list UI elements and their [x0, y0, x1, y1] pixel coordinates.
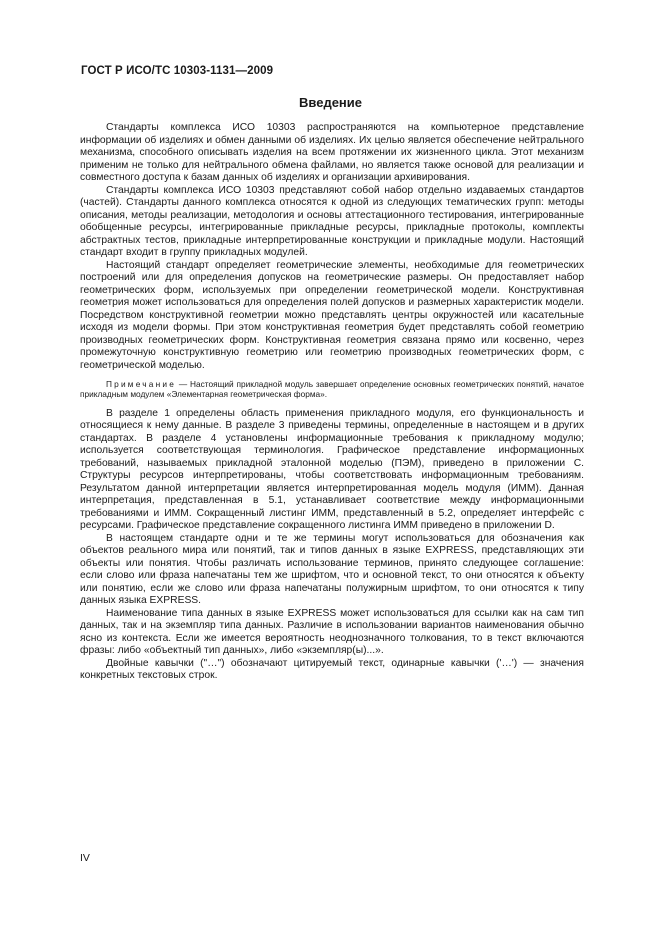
note	[80, 379, 584, 400]
page-number: IV	[80, 852, 90, 864]
section-title: Введение	[299, 95, 362, 110]
paragraph: Стандарты комплекса ИСО 10303 распространяются на компьютерное представление информации об изделиях и обмен данными об изделиях. Их целью является обеспечение нейтрального механизма, способного описывать изделия на всем протяжении их жизненного цикла. Этот механизм применим не только для нейтрального обмена файлами, но является также основой для реализации и совместного доступа к базам данных об изделиях и организации архивирования.	[80, 122, 584, 183]
note-label: Примечание	[106, 379, 177, 389]
paragraph: Двойные кавычки ("…") обозначают цитируемый текст, одинарные кавычки ('…') — значения конкретных текстовых строк.	[80, 657, 584, 682]
paragraph: В настоящем стандарте одни и те же термины могут использоваться для обозначения как объектов реального мира или понятий, так и типов данных в языке EXPRESS, представляющих эти объекты или понятия. Чтобы различать использование терминов, принято следующее соглашение: если слово или фраза напечатаны тем же шрифтом, что и основной текст, то они относятся к объекту или понятию, если же слово или фраза напечатаны полужирным шрифтом, то они относятся к типу данных языка EXPRESS.	[80, 532, 584, 607]
note-text: — Настоящий прикладной модуль завершает определение основных геометрических понятий, начатое прикладным модулем «Элементарная геометрическая форма».	[80, 379, 584, 400]
paragraph: Стандарты комплекса ИСО 10303 представляют собой набор отдельно издаваемых стандартов (частей). Стандарты данного комплекса относятся к одной из следующих тематических групп: методы описания, методы реализации, методология и основы аттестационного тестирования, интегрированные обобщенные ресурсы, интегрированные прикладные ресурсы, прикладные протоколы, комплекты абстрактных тестов, прикладные интерпретированные конструкции и прикладные модули. Настоящий стандарт входит в группу прикладных модулей.	[80, 184, 584, 258]
document-body	[80, 122, 584, 683]
paragraph: Настоящий стандарт определяет геометрические элементы, необходимые для геометрических построений или для определения допусков на геометрические размеры. Он предоставляет набор геометрических форм, используемых при определении геометрической модели. Конструктивная геометрия может использоваться для определения полей допусков и размерных характеристик модели. Посредством конструктивной геометрии можно представлять центры окружностей или касательные исходя из модели формы. При этом конструктивная геометрия будет представлять собой геометрию производных геометрических форм. Конструктивная геометрия связана прямо или косвенно, через промежуточную конструктивную геометрию или геометрию производных геометрических форм, с геометрической моделью.	[80, 259, 584, 371]
paragraph: В разделе 1 определены область применения прикладного модуля, его функциональность и относящиеся к нему данные. В разделе 3 приведены термины, определенные в настоящем и в других стандартах. В разделе 4 установлены информационные требования к прикладному модулю; используется соответствующая терминология. Графическое представление информационных требований, называемых прикладной эталонной моделью (ПЭМ), приведено в приложении С. Структуры ресурсов интерпретированы, чтобы соответствовать информационным требованиям. Результатом данной интерпретации является интерпретированная модель модуля (ИММ). Данная интерпретация, представленная в 5.1, устанавливает соответствие между информационными требованиями и ИММ. Сокращенный листинг ИММ, представленный в 5.2, определяет интерфейс с ресурсами. Графическое представление сокращенного листинга ИММ приведено в приложении D.	[80, 407, 584, 532]
paragraph: Наименование типа данных в языке EXPRESS может использоваться для ссылки как на сам тип данных, так и на экземпляр типа данных. Различие в использовании вариантов наименования обычно ясно из контекста. Если же имеется вероятность неоднозначного толкования, то в текст включаются фразы: либо «объектный тип данных», либо «экземпляр(ы)...».	[80, 607, 584, 657]
document-header: ГОСТ Р ИСО/ТС 10303-1131—2009	[81, 65, 274, 77]
